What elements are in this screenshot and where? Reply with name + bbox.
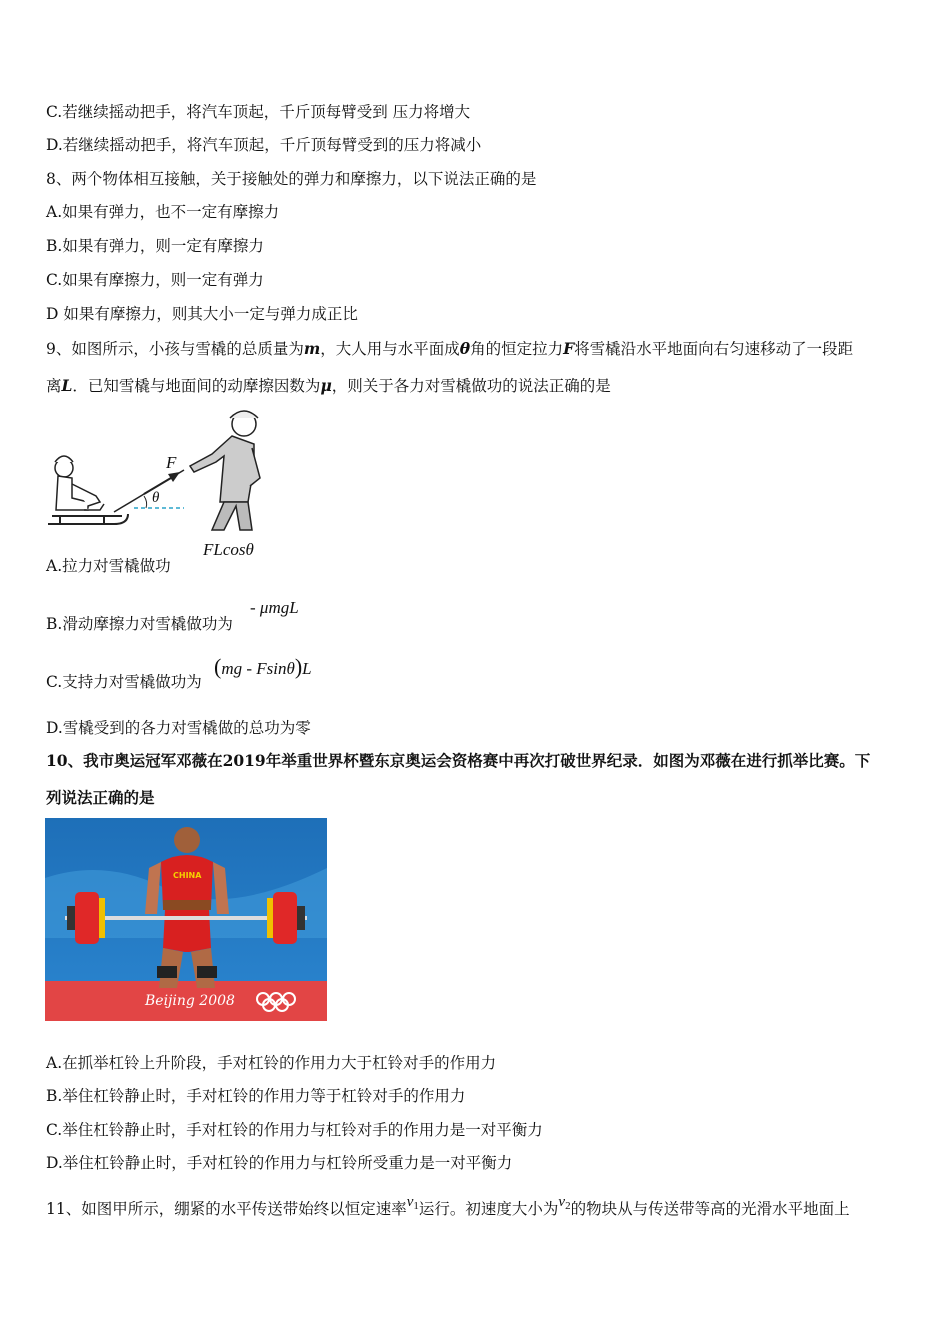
q10-option-c: C.举住杠铃静止时，手对杠铃的作用力与杠铃对手的作用力是一对平衡力: [46, 1121, 543, 1139]
shirt-text: CHINA: [173, 871, 202, 880]
q9-sled-figure: [44, 406, 264, 534]
q10-weightlifting-photo: [45, 818, 327, 1021]
banner-text: Beijing 2008: [145, 993, 235, 1009]
q9-option-c: C.支持力对雪橇做功为: [46, 673, 202, 691]
child-on-sled: [55, 456, 104, 510]
q9-option-a: A.拉力对雪橇做功: [46, 557, 171, 575]
q10-stem-line-1: 10、我市奥运冠军邓薇在2019年举重世界杯暨东京奥运会资格赛中再次打破世界纪录．如图为邓薇在进行抓举比赛。下: [46, 751, 871, 770]
v2-symbol: $v_2$: [558, 1194, 571, 1212]
q10-option-a: A.在抓举杠铃上升阶段，手对杠铃的作用力大于杠铃对手的作用力: [46, 1054, 497, 1072]
angle-arc: [144, 496, 147, 508]
force-label: F: [166, 453, 177, 472]
q10-option-b: B.举住杠铃静止时，手对杠铃的作用力等于杠铃对手的作用力: [46, 1087, 466, 1105]
q7-option-d: D.若继续摇动把手，将汽车顶起，千斤顶每臂受到的压力将减小: [46, 136, 482, 154]
sled: [48, 514, 128, 524]
q10-stem-line-2: 列说法正确的是: [46, 788, 155, 807]
q9-option-a-formula: FLcosθ: [203, 540, 254, 559]
q9-stem-line-2: 离L．已知雪橇与地面间的动摩擦因数为μ，则关于各力对雪橇做功的说法正确的是: [46, 376, 611, 395]
q11-stem: 11、如图甲所示，绷紧的水平传送带始终以恒定速率$v_1$运行。初速度大小为$v_2$的物块从与传送带等高的光滑水平地面上: [46, 1194, 850, 1218]
q9-option-b: B.滑动摩擦力对雪橇做功为: [46, 615, 233, 633]
q9-option-d: D.雪橇受到的各力对雪橇做的总功为零: [46, 719, 311, 737]
q9-option-b-formula: - μmgL: [250, 598, 299, 617]
q7-option-c: C.若继续摇动把手，将汽车顶起，千斤顶每臂受到 压力将增大: [46, 103, 471, 121]
adult-pulling: [190, 411, 260, 530]
angle-label: θ: [152, 490, 160, 506]
q9-option-c-formula: (mg - Fsinθ)L: [214, 654, 312, 679]
q8-option-d: D 如果有摩擦力，则其大小一定与弹力成正比: [46, 305, 358, 323]
q8-option-c: C.如果有摩擦力，则一定有弹力: [46, 271, 264, 289]
q8-stem: 8、两个物体相互接触，关于接触处的弹力和摩擦力，以下说法正确的是: [46, 170, 537, 188]
q10-option-d: D.举住杠铃静止时，手对杠铃的作用力与杠铃所受重力是一对平衡力: [46, 1154, 513, 1172]
q8-option-b: B.如果有弹力，则一定有摩擦力: [46, 237, 264, 255]
q9-stem-line-1: 9、如图所示，小孩与雪橇的总质量为m，大人用与水平面成θ角的恒定拉力F将雪橇沿水平地面向右匀速移动了一段距: [46, 339, 854, 358]
q8-option-a: A.如果有弹力，也不一定有摩擦力: [46, 203, 280, 221]
v1-symbol: $v_1$: [406, 1194, 419, 1212]
